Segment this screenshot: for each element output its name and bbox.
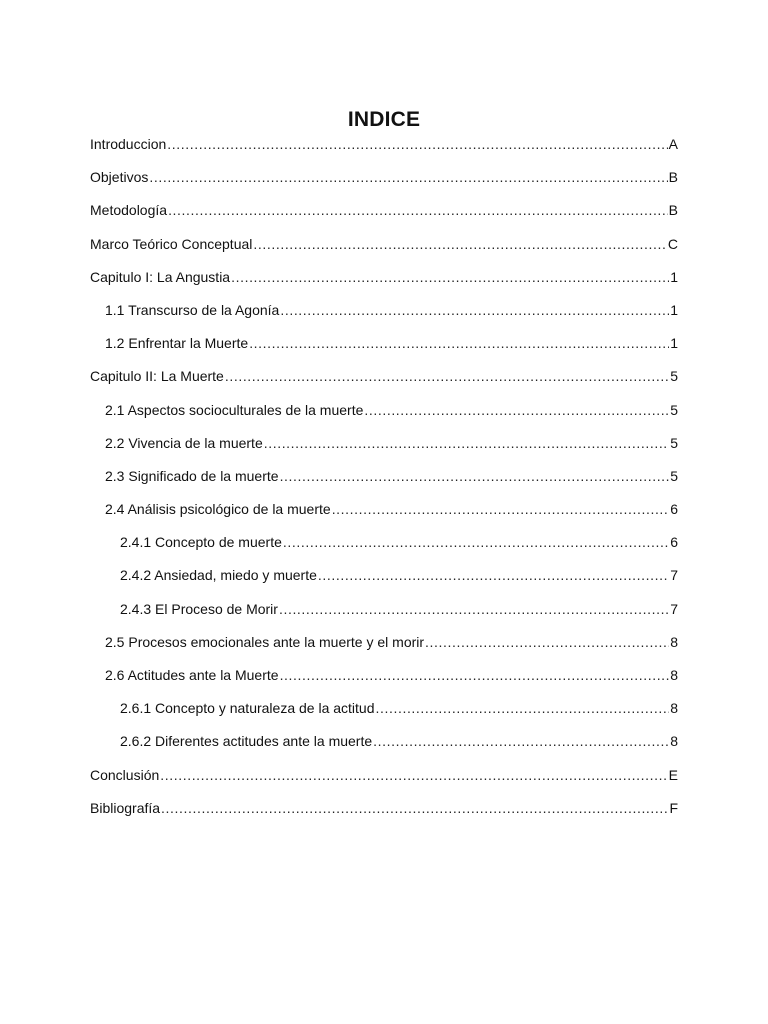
toc-entry-label: 2.5 Procesos emocionales ante la muerte y el morir: [105, 633, 425, 650]
dot-leader: [167, 131, 667, 157]
toc-entry-page: 1: [670, 301, 678, 318]
toc-entry[interactable]: [90, 562, 678, 595]
dot-leader: [318, 562, 669, 588]
toc-entry-label: Capitulo II: La Muerte: [90, 368, 224, 385]
toc-entry[interactable]: [90, 164, 678, 197]
toc-entry[interactable]: [90, 463, 678, 496]
toc-entry[interactable]: [90, 529, 678, 562]
toc-entry-label: Introduccion: [90, 136, 167, 152]
toc-entry-page: B: [668, 169, 678, 186]
toc-entry-page: F: [669, 799, 678, 816]
toc-entry[interactable]: [90, 629, 678, 662]
dot-leader: [376, 695, 670, 721]
toc-entry-label: 2.2 Vivencia de la muerte: [105, 434, 263, 451]
dot-leader: [332, 496, 670, 522]
dot-leader: [225, 363, 669, 389]
toc-entry[interactable]: [90, 695, 678, 728]
dot-leader: [280, 463, 670, 489]
toc-entry-label: Metodología: [90, 202, 168, 219]
toc-entry[interactable]: [90, 762, 678, 795]
toc-entry[interactable]: [90, 397, 678, 430]
toc-entry-page: C: [667, 235, 678, 252]
dot-leader: [161, 795, 668, 821]
toc-entry-page: 1: [670, 335, 678, 352]
dot-leader: [160, 762, 667, 788]
toc-entry[interactable]: [90, 795, 678, 828]
dot-leader: [264, 430, 669, 456]
dot-leader: [149, 164, 667, 190]
toc-entry-label: 2.4.3 El Proceso de Morir: [120, 600, 278, 617]
toc-entry[interactable]: [90, 231, 678, 264]
toc-entry-label: 2.4.2 Ansiedad, miedo y muerte: [120, 567, 317, 584]
dot-leader: [253, 231, 666, 257]
toc-entry[interactable]: [90, 430, 678, 463]
toc-entry[interactable]: [90, 728, 678, 761]
dot-leader: [279, 596, 669, 622]
toc-entry[interactable]: [90, 330, 678, 363]
dot-leader: [280, 297, 669, 323]
toc-entry-label: 2.6.2 Diferentes actitudes ante la muerte: [120, 733, 373, 750]
toc-entry-page: 6: [670, 501, 678, 518]
toc-entry-page: B: [668, 202, 678, 219]
toc-entry[interactable]: [90, 662, 678, 695]
toc-entry-page: 5: [670, 434, 678, 451]
dot-leader: [364, 397, 669, 423]
toc-entry-label: Bibliografía: [90, 799, 161, 816]
toc-entry-page: 7: [670, 600, 678, 617]
toc-entry-label: 2.1 Aspectos socioculturales de la muerte: [105, 401, 364, 418]
toc-entry-page: E: [668, 766, 678, 783]
toc-entry[interactable]: [90, 596, 678, 629]
dot-leader: [168, 197, 668, 223]
toc-entry-page: 8: [670, 667, 678, 683]
toc-entry-page: 7: [670, 567, 678, 584]
dot-leader: [373, 728, 669, 754]
toc-entry-page: 5: [670, 368, 678, 385]
toc-entry[interactable]: [90, 264, 678, 297]
toc-entry-page: 6: [670, 534, 678, 551]
page-title: INDICE: [347, 108, 421, 131]
toc-entry[interactable]: [90, 131, 678, 164]
toc-entry-label: 2.6 Actitudes ante la Muerte: [105, 667, 279, 683]
toc-entry-label: 2.4.1 Concepto de muerte: [120, 534, 282, 551]
toc-entry-label: 1.2 Enfrentar la Muerte: [105, 335, 249, 352]
toc-entry-label: 1.1 Transcurso de la Agonía: [105, 301, 280, 318]
toc-entry-label: 2.4 Análisis psicológico de la muerte: [105, 501, 331, 518]
dot-leader: [425, 629, 669, 655]
toc-entry-page: 5: [670, 401, 678, 418]
toc-entry-label: Objetivos: [90, 169, 149, 186]
table-of-contents: [90, 131, 678, 828]
toc-entry[interactable]: [90, 363, 678, 396]
dot-leader: [283, 529, 669, 555]
toc-entry-label: 2.6.1 Concepto y naturaleza de la actitud: [120, 700, 375, 717]
toc-entry[interactable]: [90, 197, 678, 230]
toc-entry-label: Marco Teórico Conceptual: [90, 235, 253, 252]
toc-entry-label: Capitulo I: La Angustia: [90, 268, 231, 285]
toc-entry-label: Conclusión: [90, 766, 160, 783]
toc-entry-page: 8: [670, 700, 678, 717]
dot-leader: [280, 662, 670, 688]
dot-leader: [231, 264, 669, 290]
toc-entry[interactable]: [90, 297, 678, 330]
toc-entry-page: 8: [670, 633, 678, 650]
toc-entry-page: 5: [670, 467, 678, 484]
dot-leader: [249, 330, 669, 356]
toc-entry-page: 8: [670, 733, 678, 750]
toc-entry-label: 2.3 Significado de la muerte: [105, 467, 279, 484]
toc-entry-page: 1: [670, 268, 678, 285]
toc-entry-page: A: [668, 136, 678, 152]
toc-entry[interactable]: [90, 496, 678, 529]
